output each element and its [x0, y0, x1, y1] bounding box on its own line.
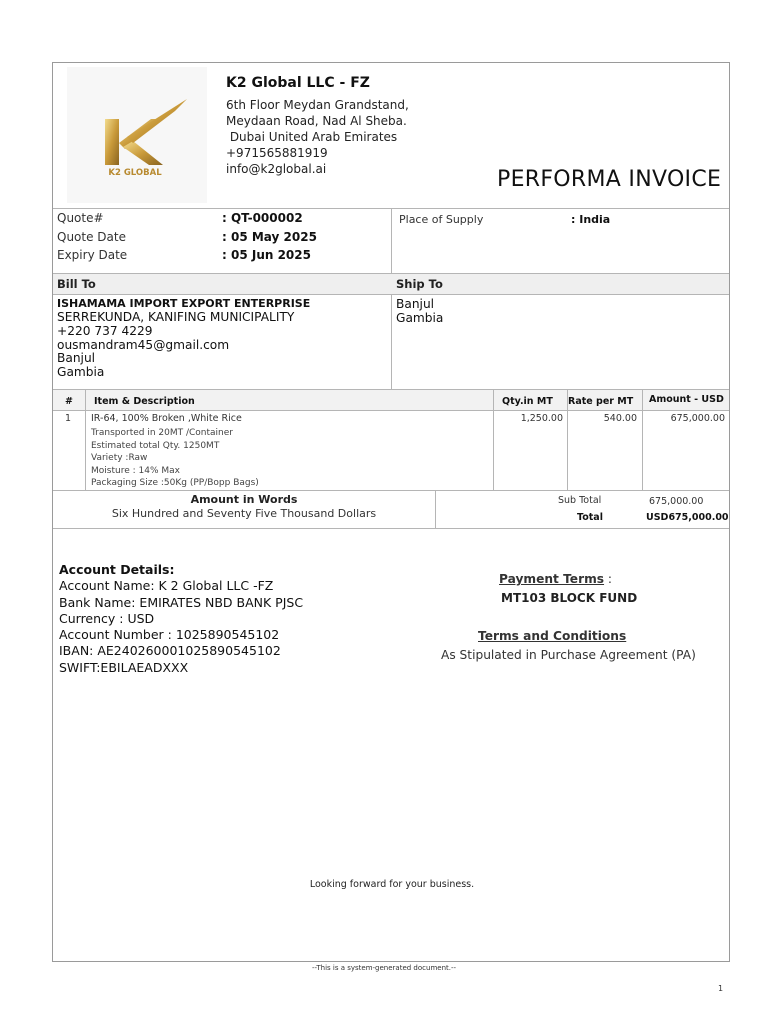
account-details — [59, 562, 303, 676]
place-of-supply-label: Place of Supply — [399, 213, 484, 226]
row-description — [91, 427, 259, 490]
payment-terms-heading — [499, 572, 612, 586]
quote-date-value: : 05 May 2025 — [222, 230, 317, 244]
bank-name: Bank Name: EMIRATES NBD BANK PJSC — [59, 594, 304, 610]
company-address — [226, 97, 409, 177]
col-header-qty: Qty.in MT — [502, 396, 553, 407]
divider — [53, 528, 729, 529]
company-name: K2 Global LLC - FZ — [226, 75, 370, 91]
address-line: Dubai United Arab Emirates — [226, 130, 398, 144]
ship-to-heading: Ship To — [396, 277, 443, 291]
divider — [642, 389, 643, 490]
currency: Currency : USD — [59, 610, 155, 626]
bill-to-line: SERREKUNDA, KANIFING MUNICIPALITY — [57, 310, 295, 324]
swift-code: SWIFT:EBILAEADXXX — [59, 659, 189, 675]
amount-in-words-label: Amount in Words — [190, 493, 298, 506]
description-line: Transported in 20MT /Container — [91, 428, 233, 438]
divider — [435, 490, 436, 528]
description-line: Estimated total Qty. 1250MT — [91, 440, 220, 451]
expiry-date-value: : 05 Jun 2025 — [222, 248, 311, 262]
row-rate: 540.00 — [603, 413, 637, 424]
bill-to-address — [57, 311, 294, 380]
account-number: Account Number : 1025890545102 — [59, 627, 280, 643]
ship-to-address — [396, 297, 443, 325]
iban: IBAN: AE240260001025890545102 — [59, 643, 281, 659]
logo-text: K2 GLOBAL — [108, 168, 162, 178]
terms-title: Terms and Conditions — [478, 629, 627, 643]
account-details-title: Account Details: — [59, 562, 175, 577]
company-logo — [67, 67, 207, 203]
bill-to-name: ISHAMAMA IMPORT EXPORT ENTERPRISE — [57, 297, 311, 310]
amount-in-words-value: Six Hundred and Seventy Five Thousand Dollars — [111, 507, 377, 520]
footer-note: --This is a system-generated document.-- — [311, 964, 457, 972]
address-header-bar — [53, 273, 729, 295]
address-line: Meydaan Road, Nad Al Sheba. — [226, 114, 407, 128]
account-name: Account Name: K 2 Global LLC -FZ — [59, 578, 274, 594]
col-header-rate: Rate per MT — [568, 396, 634, 407]
document-title: PERFORMA INVOICE — [497, 167, 722, 192]
description-line: Packaging Size :50Kg (PP/Bopp Bags) — [91, 478, 259, 488]
divider — [391, 208, 392, 389]
row-number: 1 — [65, 413, 72, 424]
quote-date-label: Quote Date — [57, 230, 126, 244]
subtotal-label: Sub Total — [558, 495, 602, 506]
row-amount: 675,000.00 — [670, 413, 725, 424]
place-of-supply-value: : India — [571, 213, 611, 226]
ship-to-line: Gambia — [396, 311, 444, 325]
divider — [85, 389, 86, 490]
bill-to-phone: +220 737 4229 — [57, 323, 153, 338]
quote-number-value: : QT-000002 — [222, 211, 303, 225]
col-header-number: # — [65, 396, 73, 407]
address-line: 6th Floor Meydan Grandstand, — [226, 98, 409, 112]
ship-to-line: Banjul — [396, 297, 435, 311]
payment-terms-title: Payment Terms — [499, 572, 605, 586]
company-phone: +971565881919 — [226, 146, 328, 160]
bill-to-line: Banjul — [57, 351, 96, 366]
payment-terms-colon: : — [604, 572, 613, 586]
bill-to-line: Gambia — [57, 365, 105, 380]
description-line: Moisture : 14% Max — [91, 465, 180, 476]
total-value: USD675,000.00 — [646, 512, 729, 523]
subtotal-value: 675,000.00 — [649, 496, 704, 507]
bill-to-email: ousmandram45@gmail.com — [57, 337, 230, 352]
col-header-amount: Amount - USD — [649, 394, 724, 405]
row-qty: 1,250.00 — [520, 413, 563, 424]
closing-message: Looking forward for your business. — [309, 879, 475, 890]
bill-to-heading: Bill To — [57, 277, 96, 291]
payment-terms-value: MT103 BLOCK FUND — [501, 591, 638, 605]
quote-number-label: Quote# — [57, 211, 104, 225]
col-header-item: Item & Description — [94, 396, 195, 407]
description-line: Variety :Raw — [91, 453, 148, 463]
invoice-page — [52, 62, 730, 962]
total-label: Total — [577, 512, 603, 523]
row-item: IR-64, 100% Broken ,White Rice — [91, 413, 242, 424]
company-email: info@k2global.ai — [226, 162, 327, 176]
divider — [493, 389, 494, 490]
page-number: 1 — [718, 984, 724, 993]
expiry-date-label: Expiry Date — [57, 248, 128, 262]
terms-value: As Stipulated in Purchase Agreement (PA) — [441, 648, 696, 662]
divider — [53, 490, 729, 491]
k2-logo-icon — [67, 67, 207, 203]
